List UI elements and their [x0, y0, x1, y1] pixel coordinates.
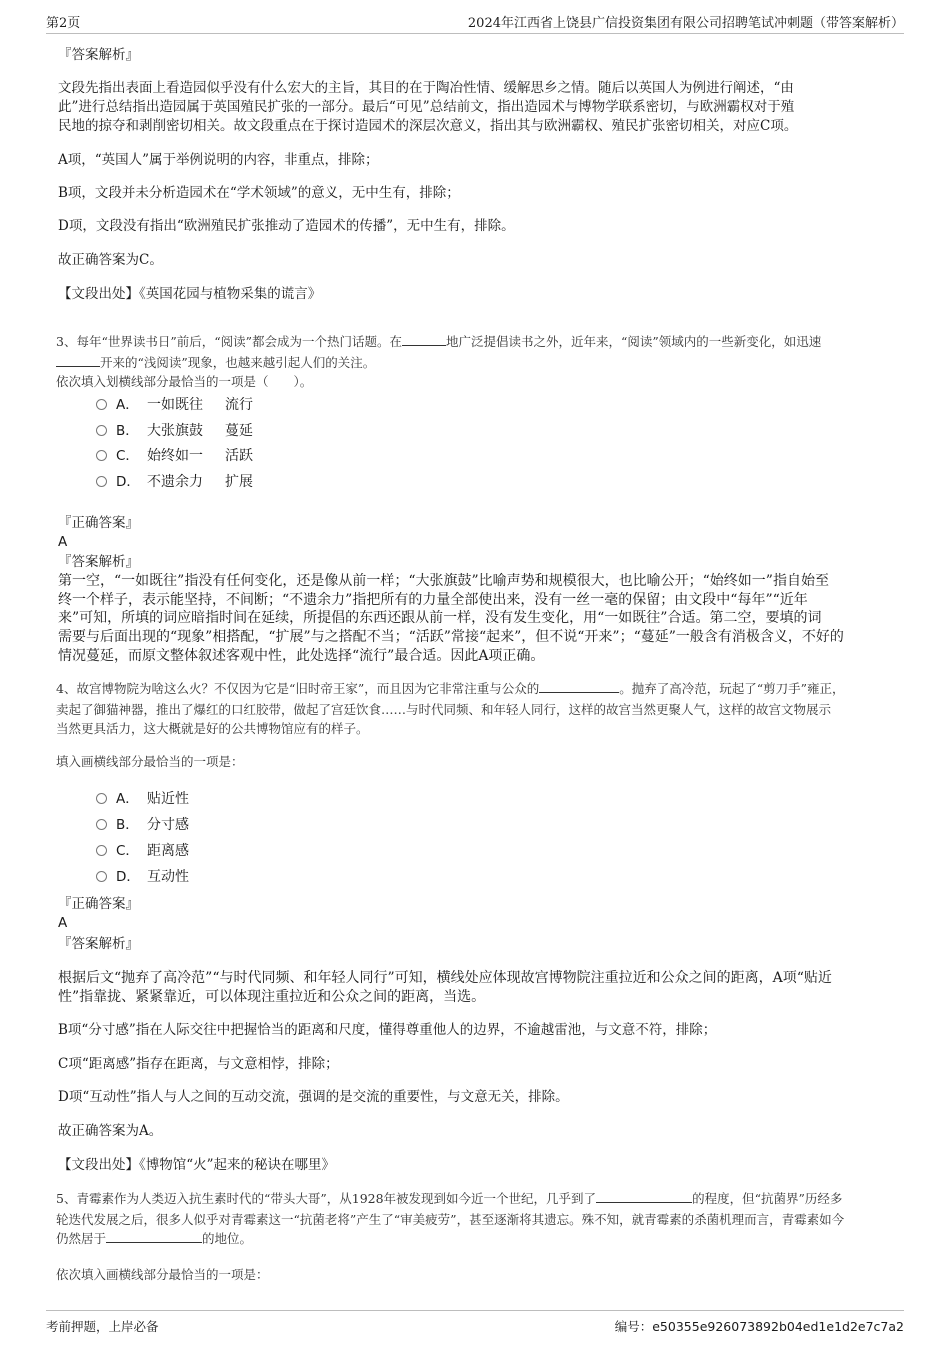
q4-analysis-line: 根据后文“抛弃了高冷范”“与时代同频、和年轻人同行”可知，横线处应体现故宫博物院注重拉近和公众之间的距离，A项“贴近	[58, 970, 832, 986]
blank	[56, 354, 100, 367]
q2-explain-d: D项，文段没有指出“欧洲殖民扩张推动了造园术的传播”，无中生有，排除。	[58, 218, 515, 234]
q2-analysis-line: 民地的掠夺和剥削密切相关。故文段重点在于探讨造园术的深层次意义，指出其与欧洲霸权、殖民扩张密切相关，对应C项。	[58, 118, 798, 134]
q4-prompt: 填入画横线部分最恰当的一项是：	[56, 754, 244, 769]
q3-analysis-line: 需要与后面出现的“现象”相搭配，“扩展”与之搭配不当；“活跃”常接“起来”，但不说“开来”；“蔓延”一般含有消极含义，不好的	[58, 629, 844, 645]
q3-analysis-line: 来”可知，所填的词应暗指时间在延续，所提倡的东西还跟从前一样，没有发生变化，用“一如既往”合适。第二空，要填的词	[58, 610, 822, 626]
footer-slogan: 考前押题，上岸必备	[46, 1319, 159, 1334]
q4-conclusion: 故正确答案为A。	[58, 1123, 163, 1139]
q3-analysis-title: 『答案解析』	[58, 554, 139, 570]
q3-correct-answer: A	[58, 534, 68, 550]
q4-explain-d: D项“互动性”指人与人之间的互动交流，强调的是交流的重要性，与文意无关，排除。	[58, 1089, 569, 1105]
q3-correct-title: 『正确答案』	[58, 515, 139, 531]
radio-icon[interactable]	[96, 399, 107, 410]
radio-icon[interactable]	[96, 476, 107, 487]
q2-explain-b: B项，文段并未分析造园术在“学术领域”的意义，无中生有，排除；	[58, 185, 460, 201]
q3-analysis-line: 第一空，“一如既往”指没有任何变化，还是像从前一样；“大张旗鼓”比喻声势和规模很大，也比喻公开；“始终如一”指自始至	[58, 573, 829, 589]
page-number: 第2页	[46, 16, 81, 31]
q2-conclusion: 故正确答案为C。	[58, 252, 163, 268]
radio-icon[interactable]	[96, 450, 107, 461]
q4-stem-line: 4、故宫博物院为啥这么火？不仅因为它是“旧时帝王家”，而且因为它非常注重与公众的 。抛弃了高冷范，玩起了“剪刀手”雍正，	[56, 681, 845, 696]
blank	[402, 333, 446, 346]
q4-stem-line: 卖起了御猫神器，推出了爆红的口红胶带，做起了宫廷饮食……与时代同频、和年轻人同行，这样的故宫当然更聚人气，这样的故宫文物展示	[56, 702, 832, 717]
q4-stem-line: 当然更具活力，这大概就是好的公共博物馆应有的样子。	[56, 721, 369, 736]
q2-explain-a: A项，“英国人”属于举例说明的内容，非重点，排除；	[58, 152, 379, 168]
q4-option-d[interactable]: D． 互动性	[96, 867, 189, 887]
blank	[596, 1190, 692, 1203]
q3-prompt: 依次填入划横线部分最恰当的一项是（ ）。	[56, 374, 313, 389]
radio-icon[interactable]	[96, 845, 107, 856]
q4-correct-answer: A	[58, 915, 68, 931]
radio-icon[interactable]	[96, 793, 107, 804]
document-code: 编号：e50355e926073892b04ed1e1d2e7c7a2	[614, 1319, 904, 1334]
page-footer	[46, 1310, 904, 1341]
q4-correct-title: 『正确答案』	[58, 896, 139, 912]
q4-analysis-title: 『答案解析』	[58, 936, 139, 952]
q3-stem-line: 开来的“浅阅读”现象，也越来越引起人们的关注。	[56, 354, 906, 372]
blank	[539, 680, 619, 693]
page-header	[46, 9, 904, 34]
q3-analysis-line: 终一个样子，表示能坚持，不间断；“不遗余力”指把所有的力量全部使出来，没有一丝一毫的保留；由文段中“每年”“近年	[58, 592, 808, 608]
document-title: 2024年江西省上饶县广信投资集团有限公司招聘笔试冲刺题（带答案解析）	[467, 16, 904, 31]
q4-option-b[interactable]: B． 分寸感	[96, 815, 189, 835]
q3-analysis-line: 情况蔓延，而原文整体叙述客观中性，此处选择“流行”最合适。因此A项正确。	[58, 648, 545, 664]
q4-explain-c: C项“距离感”指存在距离，与文意相悖，排除；	[58, 1056, 339, 1072]
blank	[106, 1230, 202, 1243]
radio-icon[interactable]	[96, 819, 107, 830]
q2-source: 【文段出处】《英国花园与植物采集的谎言》	[58, 286, 322, 302]
q5-stem-line: 5、青霉素作为人类迈入抗生素时代的“带头大哥”，从1928年被发现到如今近一个世纪，几乎到了 的程度，但“抗菌界”历经多	[56, 1191, 843, 1206]
q5-stem-line: 轮迭代发展之后，很多人似乎对青霉素这一“抗菌老将”产生了“审美疲劳”，甚至逐渐将其遗忘。殊不知，就青霉素的杀菌机理而言，青霉素如今	[56, 1212, 845, 1227]
q5-prompt: 依次填入画横线部分最恰当的一项是：	[56, 1267, 269, 1282]
radio-icon[interactable]	[96, 871, 107, 882]
q3-option-b[interactable]: B． 大张旗鼓 蔓延	[96, 421, 253, 441]
q4-option-c[interactable]: C． 距离感	[96, 841, 189, 861]
q5-stem-line: 仍然居于 的地位。	[56, 1231, 253, 1246]
q4-explain-b: B项“分寸感”指在人际交往中把握恰当的距离和尺度，懂得尊重他人的边界，不逾越雷池，与文意不符，排除；	[58, 1022, 717, 1038]
q3-stem-line: 3、每年“世界读书日”前后，“阅读”都会成为一个热门话题。在 地广泛提倡读书之外，近年来，“阅读”领域内的一些新变化，如迅速	[56, 334, 822, 349]
q4-source: 【文段出处】《博物馆“火”起来的秘诀在哪里》	[58, 1157, 336, 1173]
q2-analysis-line: 此”进行总结指出造园属于英国殖民扩张的一部分。最后“可见”总结前文，指出造园术与博物学联系密切，与欧洲霸权对于殖	[58, 99, 795, 115]
q2-analysis-title: 『答案解析』	[58, 47, 139, 63]
radio-icon[interactable]	[96, 425, 107, 436]
q4-analysis-line: 性”指靠拢、紧紧靠近，可以体现注重拉近和公众之间的距离，当选。	[58, 989, 486, 1005]
q3-option-a[interactable]: A． 一如既往 流行	[96, 395, 253, 415]
q4-option-a[interactable]: A． 贴近性	[96, 789, 189, 809]
q3-option-d[interactable]: D． 不遗余力 扩展	[96, 472, 253, 492]
q3-option-c[interactable]: C． 始终如一 活跃	[96, 446, 253, 466]
q2-analysis-line: 文段先指出表面上看造园似乎没有什么宏大的主旨，其目的在于陶冶性情、缓解思乡之情。随后以英国人为例进行阐述，“由	[58, 80, 794, 96]
